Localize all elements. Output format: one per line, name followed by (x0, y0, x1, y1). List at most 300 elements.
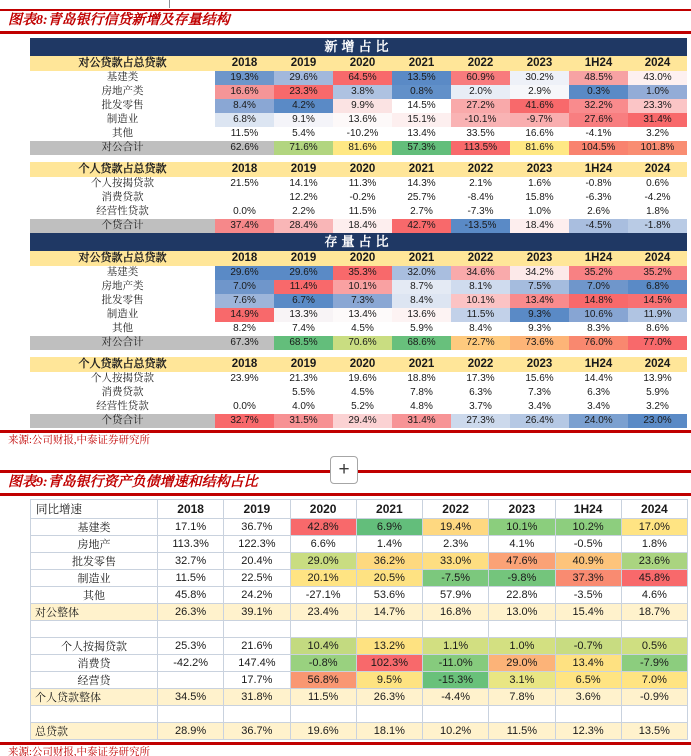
table-cell: 5.9% (410, 323, 433, 334)
table-cell: 3.6% (555, 689, 621, 706)
table-row (30, 205, 687, 219)
year-header: 2021 (356, 500, 422, 519)
table-row (30, 191, 687, 205)
table-cell: 147.4% (224, 655, 290, 672)
table-cell: 1.8% (646, 206, 669, 217)
table-cell: 14.7% (356, 604, 422, 621)
table-cell: 21.3% (289, 373, 318, 384)
table-cell: 16.6% (525, 128, 554, 139)
table-cell: 13.9% (643, 373, 672, 384)
table-cell: 1.1% (423, 638, 489, 655)
table-cell: -0.9% (621, 689, 687, 706)
table-row (30, 336, 687, 350)
year-header: 2023 (526, 358, 553, 370)
table-cell: 7.5% (510, 280, 569, 294)
row-label: 其他 (112, 128, 133, 139)
table-cell: 15.6% (525, 373, 554, 384)
table-row (30, 294, 687, 308)
table-cell: 60.9% (451, 71, 510, 85)
table-cell: 2.9% (510, 85, 569, 99)
table-cell: 14.4% (584, 373, 613, 384)
year-header: 1H24 (555, 500, 621, 519)
table-cell: 35.3% (333, 266, 392, 280)
table-cell: 2.0% (451, 85, 510, 99)
year-header: 2019 (290, 57, 317, 69)
table-cell: 10.2% (555, 519, 621, 536)
row-label: 个人贷款整体 (31, 689, 158, 706)
table-cell: 20.5% (356, 570, 422, 587)
table-cell: 10.1% (333, 280, 392, 294)
spacer-row (31, 621, 688, 638)
row-label: 对公合计 (30, 336, 215, 350)
page-margin-tick (169, 0, 170, 8)
table-cell: 7.0% (621, 672, 687, 689)
table-cell: 3.2% (646, 401, 669, 412)
table-cell: 29.0% (290, 553, 356, 570)
table-cell: 8.2% (233, 323, 256, 334)
figure8-source-note: 来源:公司财报,中泰证券研究所 (8, 435, 151, 446)
table-cell: 13.4% (333, 308, 392, 322)
table-cell (489, 706, 555, 723)
table-cell: 10.1% (451, 294, 510, 308)
year-header: 2022 (467, 358, 494, 370)
table-cell: 10.4% (290, 638, 356, 655)
year-header: 2019 (290, 358, 317, 370)
row-label: 消费贷款 (101, 387, 144, 398)
table-cell: 8.4% (392, 294, 451, 308)
table-cell: 4.0% (292, 401, 315, 412)
row-label: 房地产 (31, 536, 158, 553)
table-cell: 3.4% (528, 401, 551, 412)
table-cell (423, 621, 489, 638)
table-cell: 36.7% (224, 723, 290, 740)
table-cell: -9.8% (489, 570, 555, 587)
table-cell: 14.5% (407, 100, 436, 111)
table-cell: 15.4% (555, 604, 621, 621)
row-label: 基建类 (106, 267, 139, 278)
table-cell (356, 621, 422, 638)
table-cell: -0.2% (349, 192, 376, 203)
column-header-row (30, 162, 687, 177)
table-cell: 8.3% (587, 323, 610, 334)
table-cell (290, 706, 356, 723)
row-label: 制造业 (106, 309, 139, 320)
table-cell: 0.0% (233, 401, 256, 412)
row-label: 总贷款 (31, 723, 158, 740)
table-cell: 11.9% (628, 308, 687, 322)
table-cell (356, 706, 422, 723)
table-cell: 29.0% (489, 655, 555, 672)
figure8-title: 图表8:青岛银行信贷新增及存量结构 (0, 11, 691, 34)
table-cell: 22.5% (224, 570, 290, 587)
table-cell: 6.3% (587, 387, 610, 398)
table-cell (158, 672, 224, 689)
row-label: 对公整体 (31, 604, 158, 621)
table-cell: 0.8% (392, 85, 451, 99)
table-cell: 20.1% (290, 570, 356, 587)
section-band: 存量占比 (30, 233, 687, 251)
row-label: 个贷合计 (30, 414, 215, 428)
table-row (30, 141, 687, 155)
row-label: 经营贷 (31, 672, 158, 689)
table-cell: 11.4% (274, 280, 333, 294)
section-gap (30, 155, 687, 162)
plus-button[interactable]: + (330, 456, 358, 484)
table-cell (224, 621, 290, 638)
table-cell: 13.2% (356, 638, 422, 655)
table-cell: 45.8% (158, 587, 224, 604)
table-cell: 81.6% (333, 141, 392, 155)
table-cell: 56.8% (290, 672, 356, 689)
table-cell: 42.7% (392, 219, 451, 233)
table-cell: 36.7% (224, 519, 290, 536)
table-cell: 26.4% (510, 414, 569, 428)
table-cell: -0.8% (585, 178, 612, 189)
row-label (31, 621, 158, 638)
table-cell: 7.3% (528, 387, 551, 398)
table-cell: 23.0% (628, 414, 687, 428)
table-cell: 34.2% (510, 266, 569, 280)
table-row (31, 604, 688, 621)
row-label: 经营性贷款 (96, 206, 149, 217)
column-header-label: 同比增速 (31, 500, 158, 519)
table-cell: 1.8% (621, 536, 687, 553)
table-row (31, 638, 688, 655)
row-label: 其他 (31, 587, 158, 604)
table-cell: 17.7% (224, 672, 290, 689)
table-cell: 37.3% (555, 570, 621, 587)
table-row (30, 113, 687, 127)
table-cell: 0.0% (233, 206, 256, 217)
table-cell: 12.3% (555, 723, 621, 740)
table-cell: 18.4% (333, 219, 392, 233)
table-cell: 32.0% (392, 266, 451, 280)
table-cell: 14.5% (628, 294, 687, 308)
table-row (31, 553, 688, 570)
table-cell: 67.3% (215, 336, 274, 350)
table-cell: 13.6% (392, 308, 451, 322)
table-cell: 26.3% (158, 604, 224, 621)
table-cell: 113.3% (158, 536, 224, 553)
table-cell: 14.8% (569, 294, 628, 308)
table-cell: -0.5% (555, 536, 621, 553)
table-cell (423, 706, 489, 723)
table-cell: 28.9% (158, 723, 224, 740)
table-cell: 77.0% (628, 336, 687, 350)
table-cell: 22.8% (489, 587, 555, 604)
table-cell: 2.7% (410, 206, 433, 217)
table-row (30, 280, 687, 294)
table-cell: 11.3% (348, 178, 377, 189)
figure9-source-note: 来源:公司财报,中泰证券研究所 (8, 747, 151, 756)
year-header: 2024 (644, 163, 671, 175)
year-header: 2018 (231, 57, 258, 69)
table-cell (555, 621, 621, 638)
table-cell: 21.6% (224, 638, 290, 655)
table-cell: 31.5% (274, 414, 333, 428)
table-cell: 27.6% (569, 113, 628, 127)
table-cell: 8.6% (646, 323, 669, 334)
table-cell: 13.5% (621, 723, 687, 740)
table-cell: 4.5% (351, 323, 374, 334)
table-cell: 8.1% (451, 280, 510, 294)
figure8-heatmap-table (30, 38, 687, 428)
table-cell: -4.2% (644, 192, 671, 203)
row-label: 基建类 (106, 72, 139, 83)
year-header: 1H24 (584, 358, 613, 370)
table-cell: 26.3% (356, 689, 422, 706)
table-cell: 18.1% (356, 723, 422, 740)
table-cell: 11.5% (158, 570, 224, 587)
table-cell: 68.5% (274, 336, 333, 350)
year-header: 2023 (526, 57, 553, 69)
year-header: 2021 (408, 252, 435, 264)
year-header: 2021 (408, 163, 435, 175)
table-cell: 45.8% (621, 570, 687, 587)
table-cell: 13.3% (274, 308, 333, 322)
table-cell: 10.1% (489, 519, 555, 536)
table-cell (555, 706, 621, 723)
table-cell: 21.5% (230, 178, 259, 189)
table-cell: 41.6% (510, 99, 569, 113)
table-cell: 39.1% (224, 604, 290, 621)
table-cell: 14.3% (407, 178, 436, 189)
table-cell: 31.8% (224, 689, 290, 706)
table-cell: 6.5% (555, 672, 621, 689)
year-header: 2018 (231, 358, 258, 370)
table-cell: 72.7% (451, 336, 510, 350)
table-cell: 7.8% (489, 689, 555, 706)
year-header: 1H24 (584, 163, 613, 175)
table-cell: 7.0% (215, 280, 274, 294)
year-header: 2023 (526, 163, 553, 175)
table-row (31, 587, 688, 604)
table-cell: 5.5% (292, 387, 315, 398)
table-cell: 27.3% (451, 414, 510, 428)
table-row (30, 99, 687, 113)
table-cell: 11.5% (451, 308, 510, 322)
table-row (31, 672, 688, 689)
table-cell: 3.7% (469, 401, 492, 412)
table-cell: -3.5% (555, 587, 621, 604)
year-header: 1H24 (584, 252, 613, 264)
table-cell (215, 191, 274, 205)
table-row (31, 570, 688, 587)
table-cell: 32.7% (158, 553, 224, 570)
table-cell: 17.1% (158, 519, 224, 536)
table-row (30, 372, 687, 386)
table-cell: -0.7% (555, 638, 621, 655)
table-cell: -7.5% (423, 570, 489, 587)
table-cell: 101.8% (628, 141, 687, 155)
table-cell: 57.9% (423, 587, 489, 604)
table-cell: 25.3% (158, 638, 224, 655)
figure9-growth-table (30, 499, 688, 740)
table-row (31, 689, 688, 706)
table-cell: -7.9% (621, 655, 687, 672)
table-cell: 15.1% (392, 113, 451, 127)
table-cell: 3.1% (489, 672, 555, 689)
column-header-row (31, 500, 688, 519)
row-label: 批发零售 (101, 100, 144, 111)
table-cell: 2.1% (469, 178, 492, 189)
table-cell: 2.6% (587, 206, 610, 217)
table-cell: 32.7% (215, 414, 274, 428)
year-header: 2018 (231, 252, 258, 264)
table-cell: 7.4% (292, 323, 315, 334)
row-label: 制造业 (31, 570, 158, 587)
table-cell: -27.1% (290, 587, 356, 604)
row-label: 房地产类 (101, 281, 144, 292)
table-cell: 13.5% (392, 71, 451, 85)
year-header: 2020 (290, 500, 356, 519)
table-row (30, 266, 687, 280)
table-cell: 37.4% (215, 219, 274, 233)
year-header: 2024 (644, 57, 671, 69)
row-label: 个人按揭贷款 (91, 178, 154, 189)
table-cell: -4.4% (423, 689, 489, 706)
table-cell: 0.5% (621, 638, 687, 655)
table-cell: 8.4% (469, 323, 492, 334)
table-cell: 28.4% (274, 219, 333, 233)
year-header: 2020 (349, 252, 376, 264)
table-cell: 7.8% (410, 387, 433, 398)
table-cell: 13.6% (333, 113, 392, 127)
table-cell: 6.7% (274, 294, 333, 308)
table-cell: 34.6% (451, 266, 510, 280)
table-cell: 34.5% (158, 689, 224, 706)
figure9-title: 图表9:青岛银行资产负债增速和结构占比 (0, 473, 691, 496)
row-label: 个人按揭贷款 (91, 373, 154, 384)
table-cell: 4.1% (489, 536, 555, 553)
table-row (30, 127, 687, 141)
table-row (30, 386, 687, 400)
table-cell: 35.2% (569, 266, 628, 280)
year-header: 1H24 (584, 57, 613, 69)
table-cell: 29.6% (274, 71, 333, 85)
table-cell: 36.2% (356, 553, 422, 570)
table-row (30, 71, 687, 85)
table-cell: 0.6% (646, 178, 669, 189)
table-cell: 73.6% (510, 336, 569, 350)
table-cell: 13.4% (510, 294, 569, 308)
table-cell (290, 621, 356, 638)
table-cell: 4.2% (274, 99, 333, 113)
table-cell: 7.6% (215, 294, 274, 308)
table-cell: 18.7% (621, 604, 687, 621)
year-header: 2022 (467, 57, 494, 69)
table-cell: 17.0% (621, 519, 687, 536)
table-cell: 3.4% (587, 401, 610, 412)
row-label: 制造业 (106, 114, 139, 125)
table-cell: 30.2% (510, 71, 569, 85)
table-cell: -1.8% (628, 219, 687, 233)
spacer-row (31, 706, 688, 723)
section-gap (30, 350, 687, 357)
column-header-label: 个人贷款占总贷款 (78, 358, 167, 370)
table-cell: 13.4% (555, 655, 621, 672)
table-cell: 4.8% (410, 401, 433, 412)
table-cell: 3.8% (333, 85, 392, 99)
table-cell (158, 621, 224, 638)
table-cell: 12.2% (289, 192, 318, 203)
figure-9 (0, 459, 691, 756)
table-cell: 57.3% (392, 141, 451, 155)
year-header: 2021 (408, 358, 435, 370)
table-row (31, 536, 688, 553)
table-cell: 24.0% (569, 414, 628, 428)
table-cell: -4.5% (569, 219, 628, 233)
column-header-label: 对公贷款占总贷款 (78, 252, 167, 264)
table-cell: 18.8% (407, 373, 436, 384)
table-row (30, 308, 687, 322)
table-cell: 13.0% (489, 604, 555, 621)
table-cell: 19.6% (348, 373, 377, 384)
table-cell: 81.6% (510, 141, 569, 155)
table-cell: 14.9% (215, 308, 274, 322)
table-cell: 8.4% (215, 99, 274, 113)
table-row (30, 400, 687, 414)
year-header: 2020 (349, 57, 376, 69)
table-cell: -9.7% (510, 113, 569, 127)
table-cell: 33.0% (423, 553, 489, 570)
table-cell: 19.4% (423, 519, 489, 536)
table-cell: 6.6% (290, 536, 356, 553)
table-cell: 29.4% (333, 414, 392, 428)
year-header: 2020 (349, 358, 376, 370)
year-header: 2019 (224, 500, 290, 519)
table-row (31, 655, 688, 672)
year-header: 2021 (408, 57, 435, 69)
table-cell: 0.3% (569, 85, 628, 99)
table-cell: 23.6% (621, 553, 687, 570)
table-cell: -10.1% (451, 113, 510, 127)
table-cell (621, 706, 687, 723)
table-cell: 47.6% (489, 553, 555, 570)
table-cell: 16.6% (215, 85, 274, 99)
column-header-row (30, 357, 687, 372)
table-cell: 17.3% (466, 373, 495, 384)
row-label (31, 706, 158, 723)
table-cell: 42.8% (290, 519, 356, 536)
year-header: 2022 (467, 252, 494, 264)
table-cell: 71.6% (274, 141, 333, 155)
table-cell: 31.4% (392, 414, 451, 428)
column-header-label: 个人贷款占总贷款 (78, 163, 167, 175)
row-label: 其他 (112, 323, 133, 334)
table-cell: 4.6% (621, 587, 687, 604)
table-cell: 10.6% (569, 308, 628, 322)
table-cell: 62.6% (215, 141, 274, 155)
table-cell: 8.7% (392, 280, 451, 294)
table-cell (158, 706, 224, 723)
table-cell: 7.0% (569, 280, 628, 294)
table-cell: 1.0% (489, 638, 555, 655)
year-header: 2022 (467, 163, 494, 175)
row-label: 批发零售 (101, 295, 144, 306)
table-cell: -7.3% (467, 206, 494, 217)
table-cell: 53.6% (356, 587, 422, 604)
year-header: 2023 (489, 500, 555, 519)
table-cell: 9.1% (274, 113, 333, 127)
table-cell: 2.3% (423, 536, 489, 553)
table-cell: -11.0% (423, 655, 489, 672)
section-band: 新增占比 (30, 38, 687, 56)
table-cell: 43.0% (628, 71, 687, 85)
table-cell: 23.4% (290, 604, 356, 621)
table-cell: 25.7% (407, 192, 436, 203)
year-header: 2024 (621, 500, 687, 519)
